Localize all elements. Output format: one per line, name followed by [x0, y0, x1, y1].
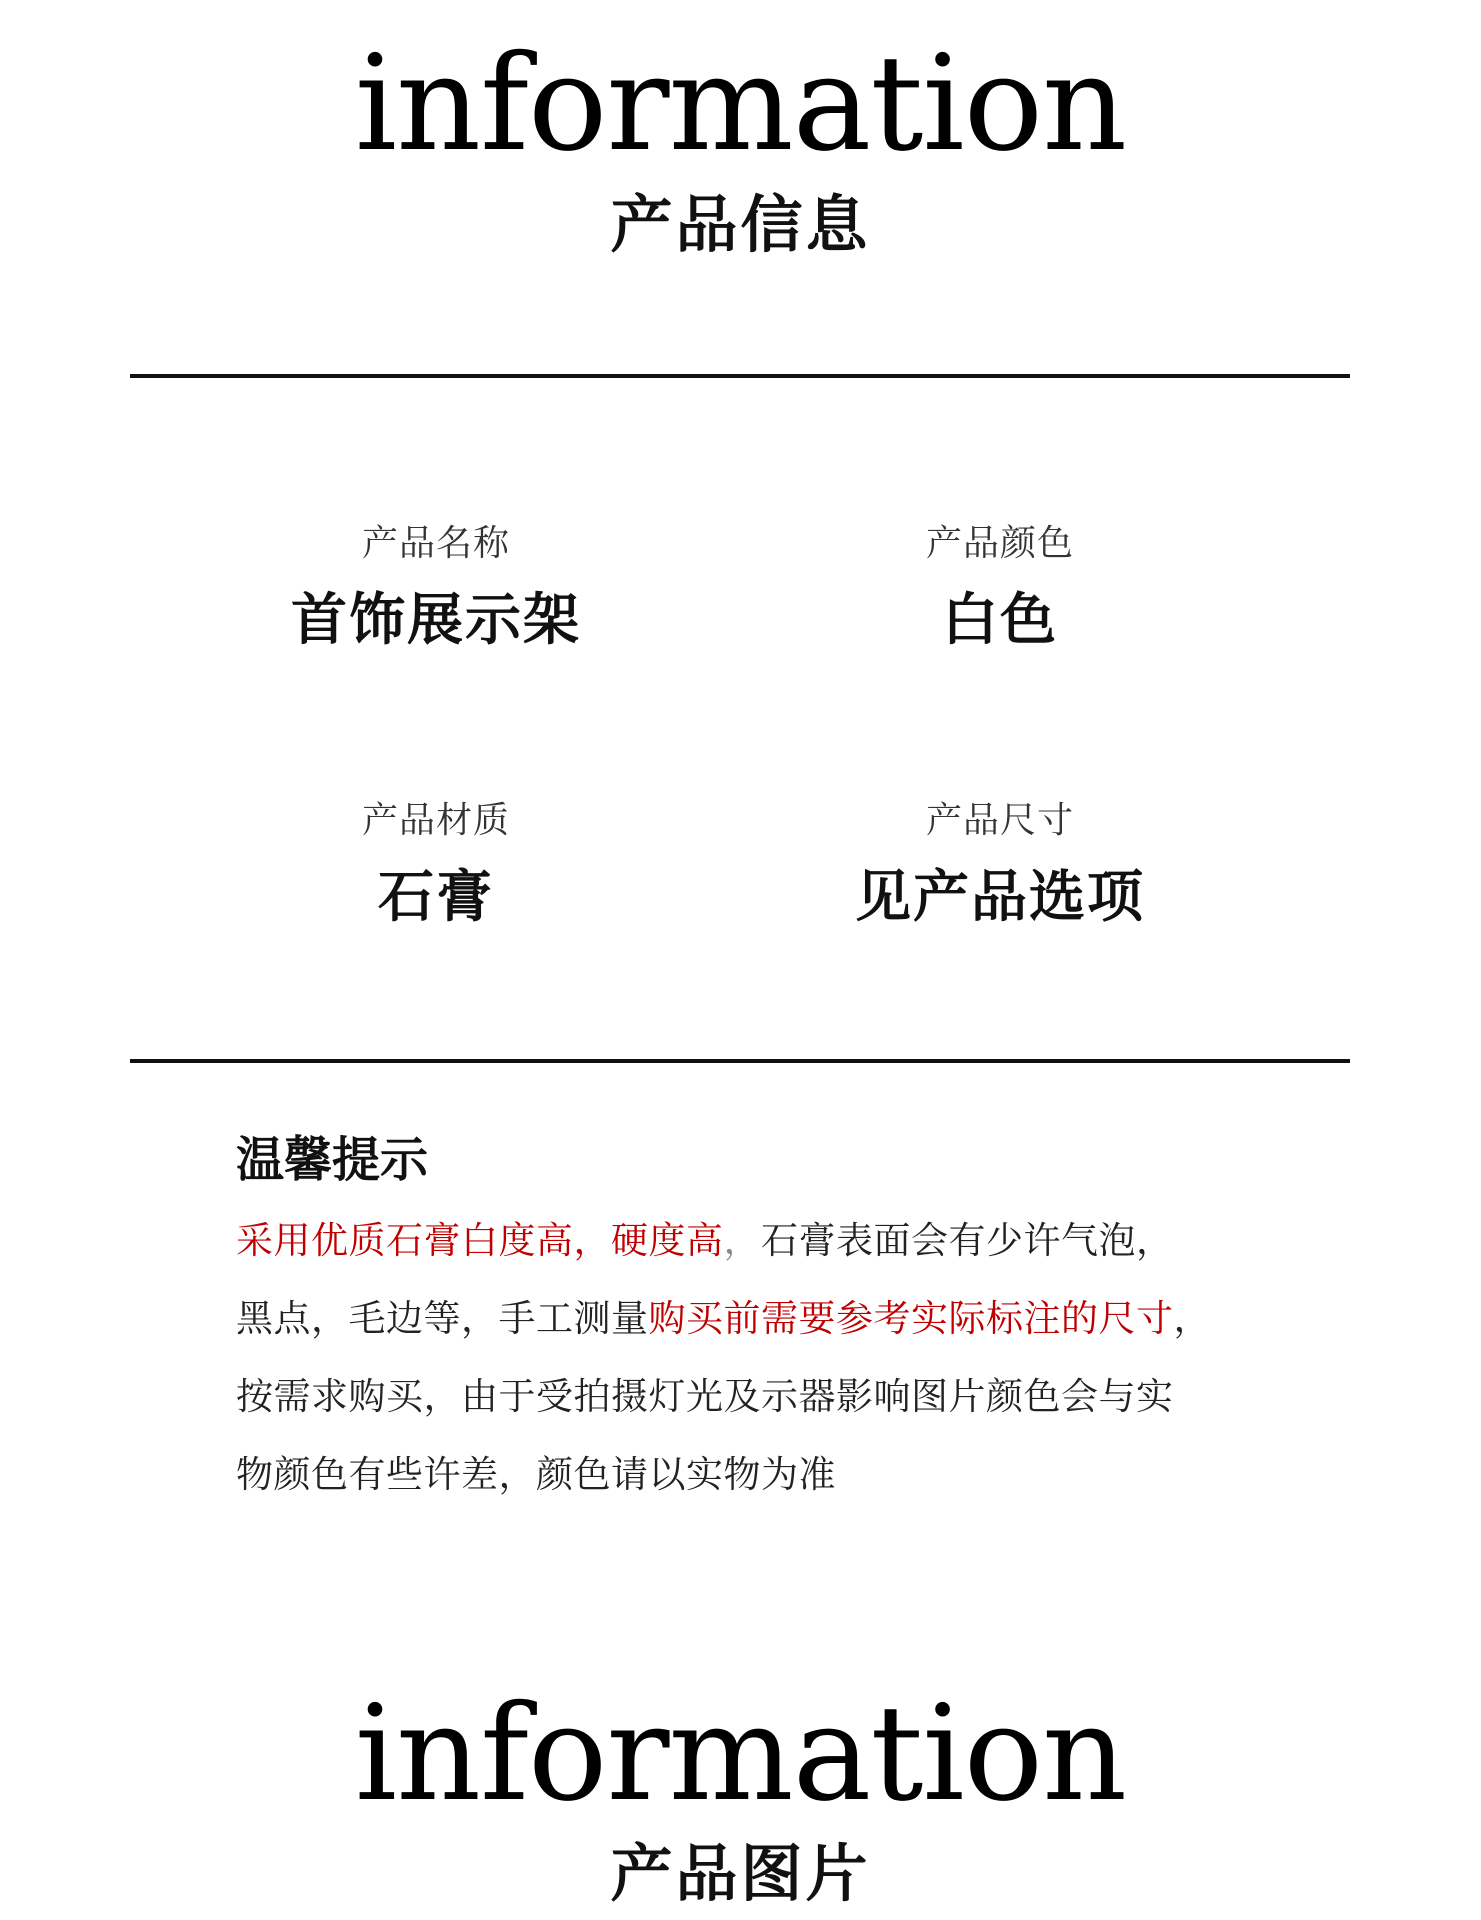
notice-text	[236, 1202, 1246, 1514]
footer-title: information	[354, 1677, 1127, 1831]
spec-item-name	[176, 522, 696, 654]
section-title-info: 产品信息	[610, 188, 871, 261]
divider-top	[130, 374, 1350, 378]
spec-label: 产品名称	[361, 523, 510, 564]
divider-bottom	[130, 1059, 1350, 1063]
notice-text-segment: 按需求购买，由于受拍摄灯光及示器影响图片颜色会与实	[236, 1375, 1174, 1418]
spec-label: 产品颜色	[925, 523, 1074, 564]
notice-title: 温馨提示	[236, 1132, 429, 1188]
spec-label: 产品尺寸	[925, 800, 1074, 841]
notice-line-2	[236, 1280, 1246, 1358]
notice-comma: ，	[723, 1219, 761, 1262]
notice-line-3	[236, 1358, 1246, 1436]
spec-value: 首饰展示架	[291, 588, 581, 654]
notice-highlight: 购买前需要参考实际标注的尺寸	[648, 1297, 1174, 1340]
spec-value: 白色	[942, 588, 1058, 654]
notice-text-segment: ，	[1173, 1297, 1211, 1340]
spec-label: 产品材质	[361, 800, 510, 841]
spec-value: 见产品选项	[855, 865, 1145, 931]
spec-value: 石膏	[378, 865, 494, 931]
notice-line-4	[236, 1436, 1246, 1514]
notice-text-segment: 石膏表面会有少许气泡，	[761, 1219, 1174, 1262]
spec-item-color	[740, 522, 1260, 654]
notice-text-segment: 黑点，毛边等，手工测量	[236, 1297, 649, 1340]
notice-highlight: 采用优质石膏白度高，硬度高	[236, 1219, 724, 1262]
notice-text-segment: 物颜色有些许差，颜色请以实物为准	[236, 1453, 836, 1496]
spec-item-size	[740, 799, 1260, 931]
hero-title: information	[354, 27, 1127, 181]
notice-line-1	[236, 1202, 1246, 1280]
spec-item-material	[176, 799, 696, 931]
section-title-images: 产品图片	[610, 1837, 871, 1910]
